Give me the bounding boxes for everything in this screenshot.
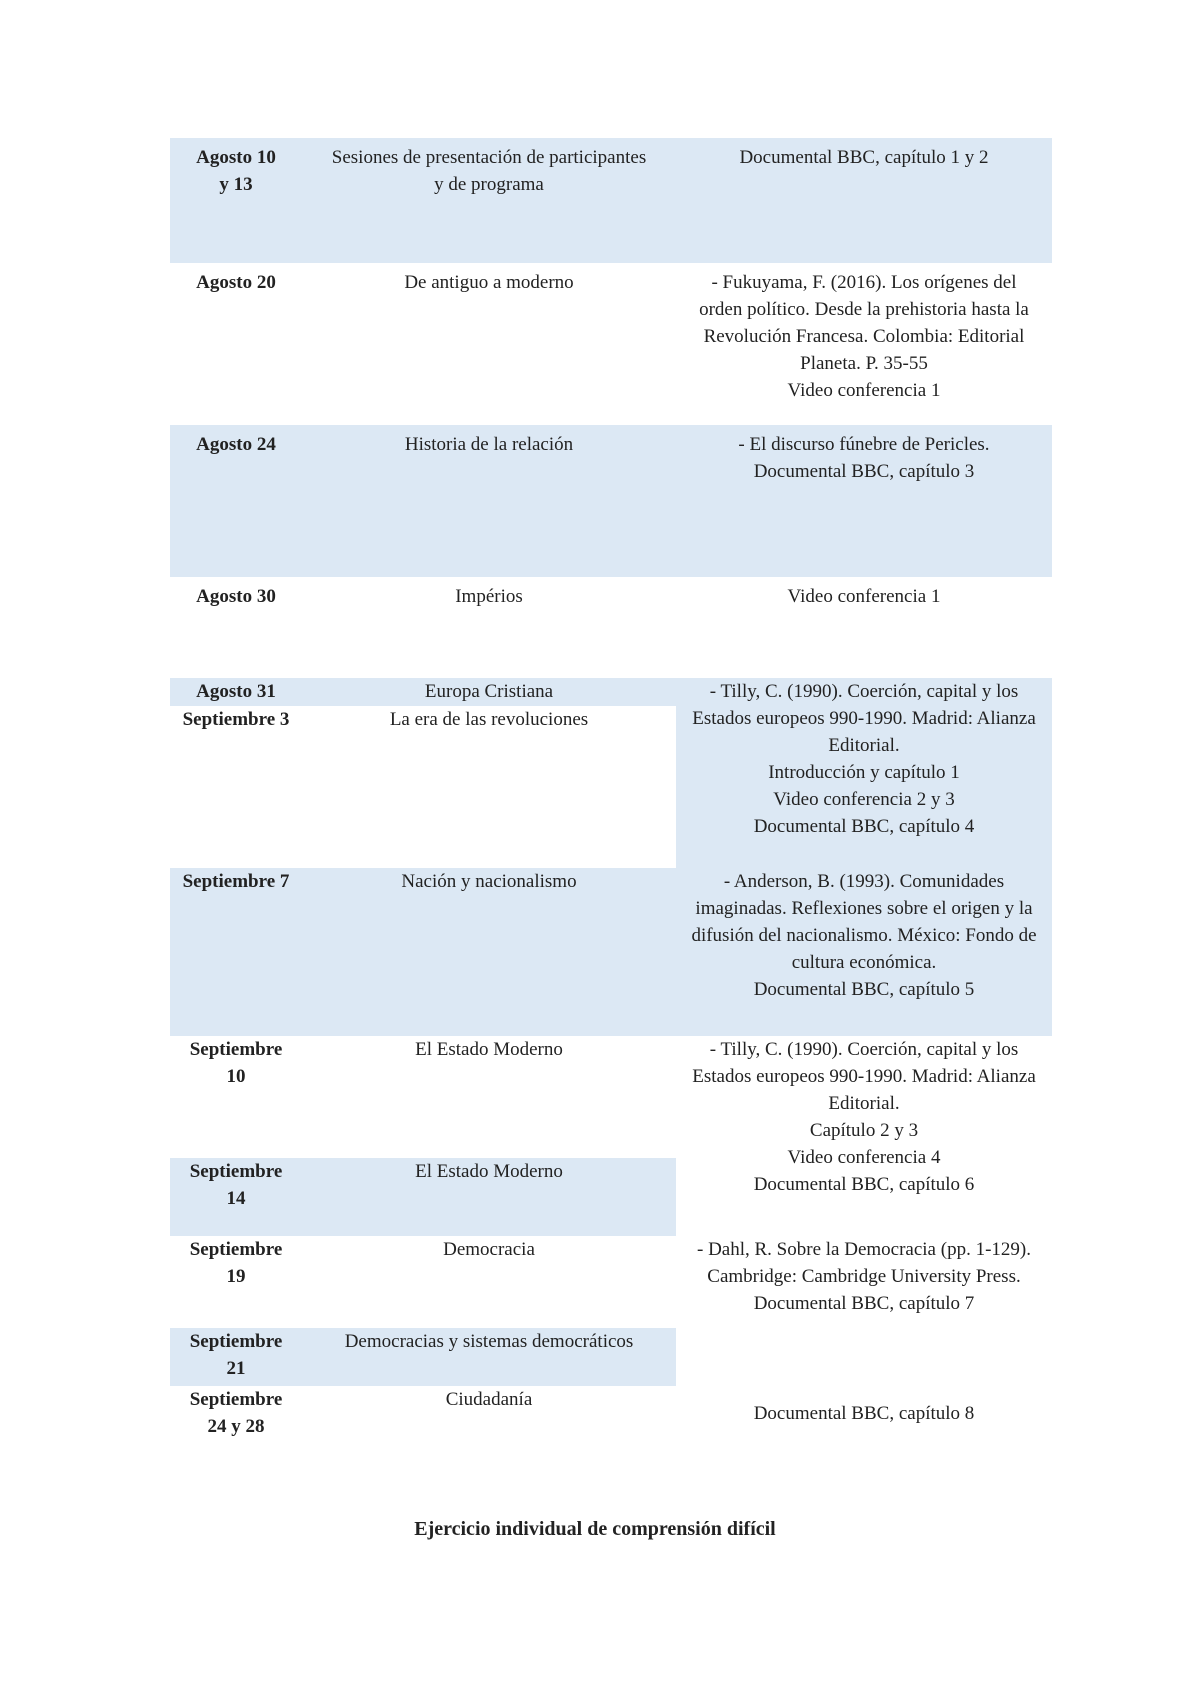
reading-cell bbox=[676, 263, 1052, 425]
reading-text: - Anderson, B. (1993). Comunidades imaginadas. Reflexiones sobre el origen y la difusión del nacionalismo. México: Fondo de cultura económica. bbox=[691, 871, 1037, 973]
topic-text: El Estado Moderno bbox=[415, 1039, 563, 1060]
topic-cell bbox=[302, 263, 676, 425]
reading-text: - Tilly, C. (1990). Coerción, capital y los Estados europeos 990-1990. Madrid: Alianza Editorial. bbox=[692, 681, 1036, 756]
reading-text: Documental BBC, capítulo 1 y 2 bbox=[739, 147, 989, 168]
table-row bbox=[170, 577, 1052, 667]
topic-cell bbox=[302, 1158, 676, 1236]
reading-cell bbox=[676, 425, 1052, 577]
topic-cell bbox=[302, 868, 676, 1036]
reading-text: Documental BBC, capítulo 7 bbox=[753, 1293, 975, 1314]
date-text: Septiembre 24 y 28 bbox=[189, 1389, 283, 1437]
reading-text: Capítulo 2 y 3 bbox=[809, 1120, 919, 1141]
date-text: Agosto 30 bbox=[196, 586, 276, 607]
date-text: Agosto 31 bbox=[196, 681, 276, 702]
topic-cell bbox=[302, 138, 676, 263]
date-cell bbox=[170, 263, 302, 425]
date-cell bbox=[170, 868, 302, 1036]
date-text: Septiembre 14 bbox=[189, 1161, 283, 1209]
date-cell bbox=[170, 1328, 302, 1386]
topic-text: Democracias y sistemas democráticos bbox=[344, 1331, 634, 1352]
reading-text: Video conferencia 4 bbox=[787, 1147, 941, 1168]
date-cell bbox=[170, 138, 302, 263]
date-cell bbox=[170, 577, 302, 667]
reading-text: - Dahl, R. Sobre la Democracia (pp. 1-129). Cambridge: Cambridge University Press. bbox=[697, 1239, 1031, 1287]
topic-text: Ciudadanía bbox=[445, 1389, 533, 1410]
table-row bbox=[170, 868, 1052, 1036]
table-row bbox=[170, 678, 1052, 868]
date-text: Agosto 10 y 13 bbox=[196, 147, 276, 195]
reading-text: Introducción y capítulo 1 bbox=[768, 762, 960, 783]
reading-cell bbox=[676, 678, 1052, 868]
table-row bbox=[170, 1328, 1052, 1386]
topic-cell bbox=[302, 577, 676, 667]
topic-text: El Estado Moderno bbox=[415, 1161, 563, 1182]
date-text: Septiembre 19 bbox=[189, 1239, 283, 1287]
reading-text: Documental BBC, capítulo 4 bbox=[753, 816, 975, 837]
reading-text: Documental BBC, capítulo 5 bbox=[753, 979, 975, 1000]
footer-heading: Ejercicio individual de comprensión difícil bbox=[414, 1518, 776, 1540]
date-cell bbox=[170, 1158, 302, 1236]
reading-cell bbox=[676, 868, 1052, 1036]
topic-text: Sesiones de presentación de participantes y de programa bbox=[331, 147, 647, 195]
reading-text: - El discurso fúnebre de Pericles. bbox=[738, 434, 990, 455]
topic-text: Nación y nacionalismo bbox=[401, 871, 577, 892]
topic-text: De antiguo a moderno bbox=[404, 272, 574, 293]
date-cell bbox=[170, 1386, 302, 1446]
topic-text: Europa Cristiana bbox=[424, 681, 554, 702]
date-text: Septiembre 21 bbox=[189, 1331, 283, 1379]
date-cell bbox=[170, 425, 302, 577]
topic-text: La era de las revoluciones bbox=[389, 709, 589, 730]
reading-text: Documental BBC, capítulo 6 bbox=[753, 1174, 975, 1195]
date-text: Septiembre 7 bbox=[182, 871, 290, 892]
reading-cell bbox=[676, 577, 1052, 667]
date-text: Septiembre 10 bbox=[189, 1039, 283, 1087]
table-row bbox=[170, 138, 1052, 263]
table-row bbox=[170, 1386, 1052, 1446]
reading-cell bbox=[676, 1386, 1052, 1446]
date-text: Agosto 20 bbox=[196, 272, 276, 293]
reading-text: Documental BBC, capítulo 8 bbox=[753, 1403, 975, 1424]
date-text: Septiembre 3 bbox=[182, 709, 290, 730]
topic-text: Impérios bbox=[455, 586, 523, 607]
date-text: Agosto 24 bbox=[196, 434, 276, 455]
topic-cell bbox=[302, 1328, 676, 1386]
table-row bbox=[170, 263, 1052, 425]
reading-text: Video conferencia 1 bbox=[787, 380, 941, 401]
reading-text: Video conferencia 2 y 3 bbox=[773, 789, 955, 810]
reading-text: - Tilly, C. (1990). Coerción, capital y los Estados europeos 990-1990. Madrid: Alianza Editorial. bbox=[692, 1039, 1036, 1114]
table-row bbox=[170, 1158, 1052, 1236]
reading-text: Video conferencia 1 bbox=[787, 586, 941, 607]
reading-text: - Fukuyama, F. (2016). Los orígenes del orden político. Desde la prehistoria hasta la Revolución Francesa. Colombia: Editorial Planeta. P. 35-55 bbox=[699, 272, 1029, 374]
reading-text: Documental BBC, capítulo 3 bbox=[753, 461, 975, 482]
topic-text: Democracia bbox=[443, 1239, 535, 1260]
topic-text: Historia de la relación bbox=[404, 434, 574, 455]
topic-cell bbox=[302, 425, 676, 577]
table-row bbox=[170, 425, 1052, 577]
topic-cell bbox=[302, 1386, 676, 1446]
reading-cell bbox=[676, 138, 1052, 263]
